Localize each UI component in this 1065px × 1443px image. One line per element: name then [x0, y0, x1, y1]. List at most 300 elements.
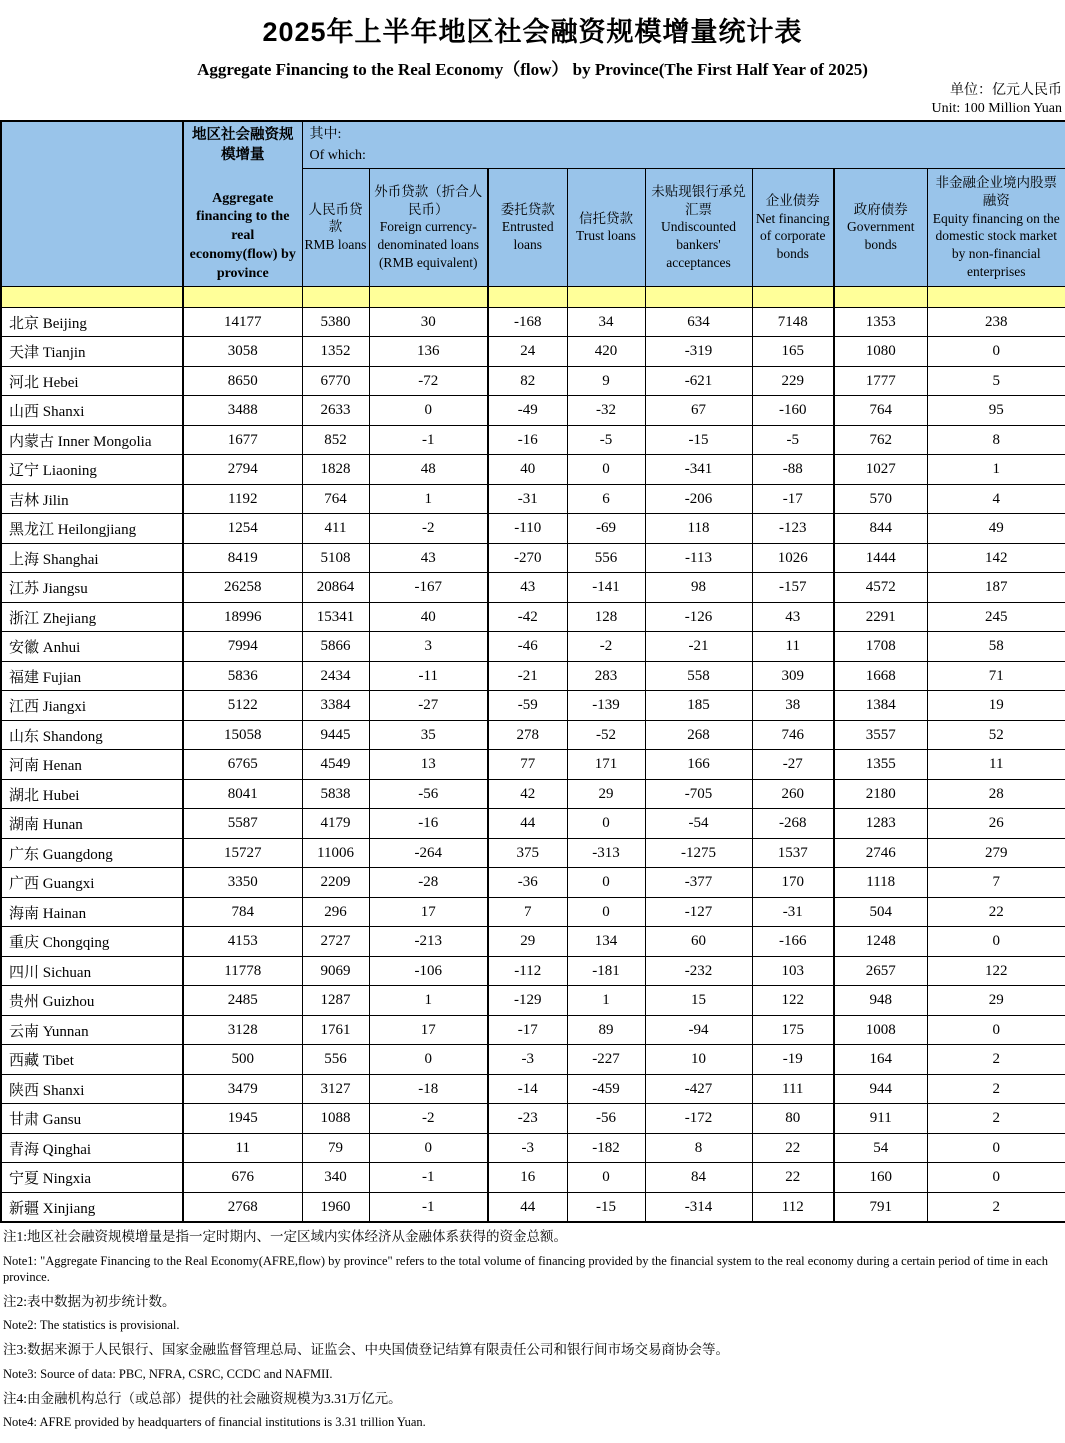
table-row: [1, 543, 1065, 573]
province-cell: 天津 Tianjin: [1, 337, 183, 367]
value-cell: -28: [369, 868, 488, 898]
value-cell: 82: [488, 366, 567, 396]
value-cell: -319: [645, 337, 752, 367]
value-cell: 3058: [183, 337, 302, 367]
unit-label-zh: 单位：亿元人民币: [950, 83, 1062, 98]
value-cell: -69: [567, 514, 645, 544]
value-cell: 791: [834, 1192, 927, 1222]
value-cell: -94: [645, 1015, 752, 1045]
value-cell: -168: [488, 307, 567, 337]
value-cell: -206: [645, 484, 752, 514]
value-cell: -377: [645, 868, 752, 898]
footnote: 注2:表中数据为初步统计数。: [3, 1293, 176, 1309]
value-cell: -427: [645, 1074, 752, 1104]
value-cell: 34: [567, 307, 645, 337]
value-cell: 1537: [752, 838, 834, 868]
value-cell: 1: [567, 986, 645, 1016]
table-row: [1, 897, 1065, 927]
value-cell: 0: [567, 1163, 645, 1193]
value-cell: 504: [834, 897, 927, 927]
value-cell: 118: [645, 514, 752, 544]
value-cell: 14177: [183, 307, 302, 337]
value-cell: 24: [488, 337, 567, 367]
value-cell: 6770: [302, 366, 369, 396]
footnotes: [0, 1223, 1065, 1443]
value-cell: 2794: [183, 455, 302, 485]
yellow-band-cell: [488, 286, 567, 307]
footnote: Note4: AFRE provided by headquarters of financial institutions is 3.31 trillion Yuan.: [3, 1415, 426, 1430]
value-cell: -2: [567, 632, 645, 662]
value-cell: -141: [567, 573, 645, 603]
value-cell: 15341: [302, 602, 369, 632]
value-cell: 5: [927, 366, 1065, 396]
value-cell: 229: [752, 366, 834, 396]
value-cell: -113: [645, 543, 752, 573]
value-cell: 171: [567, 750, 645, 780]
value-cell: -232: [645, 956, 752, 986]
value-cell: 268: [645, 720, 752, 750]
value-cell: -129: [488, 986, 567, 1016]
value-cell: 245: [927, 602, 1065, 632]
value-cell: 1026: [752, 543, 834, 573]
value-cell: 1: [369, 484, 488, 514]
province-cell: 北京 Beijing: [1, 307, 183, 337]
value-cell: 1027: [834, 455, 927, 485]
col-header-government-bonds: [834, 168, 927, 286]
province-cell: 广东 Guangdong: [1, 838, 183, 868]
value-cell: 77: [488, 750, 567, 780]
value-cell: -172: [645, 1104, 752, 1134]
value-cell: 746: [752, 720, 834, 750]
value-cell: 15727: [183, 838, 302, 868]
table-row: [1, 986, 1065, 1016]
province-cell: 黑龙江 Heilongjiang: [1, 514, 183, 544]
value-cell: -270: [488, 543, 567, 573]
value-cell: 49: [927, 514, 1065, 544]
value-cell: -106: [369, 956, 488, 986]
value-cell: 911: [834, 1104, 927, 1134]
value-cell: 9069: [302, 956, 369, 986]
value-cell: 11006: [302, 838, 369, 868]
value-cell: 260: [752, 779, 834, 809]
table-row: [1, 720, 1065, 750]
value-cell: 43: [488, 573, 567, 603]
value-cell: 3557: [834, 720, 927, 750]
value-cell: -1275: [645, 838, 752, 868]
value-cell: -56: [369, 779, 488, 809]
value-cell: -2: [369, 1104, 488, 1134]
value-cell: 40: [488, 455, 567, 485]
province-cell: 浙江 Zhejiang: [1, 602, 183, 632]
value-cell: 375: [488, 838, 567, 868]
table-row: [1, 1133, 1065, 1163]
table-row: [1, 661, 1065, 691]
value-cell: 15: [645, 986, 752, 1016]
province-cell: 上海 Shanghai: [1, 543, 183, 573]
value-cell: 9445: [302, 720, 369, 750]
table-row: [1, 602, 1065, 632]
value-cell: 1668: [834, 661, 927, 691]
value-cell: -42: [488, 602, 567, 632]
value-cell: 187: [927, 573, 1065, 603]
value-cell: 79: [302, 1133, 369, 1163]
value-cell: 296: [302, 897, 369, 927]
value-cell: 170: [752, 868, 834, 898]
yellow-band-cell: [302, 286, 369, 307]
value-cell: -167: [369, 573, 488, 603]
value-cell: 11: [183, 1133, 302, 1163]
of-which-header: [302, 121, 1065, 168]
of-which-zh: 其中:: [309, 127, 342, 143]
value-cell: 1254: [183, 514, 302, 544]
value-cell: 40: [369, 602, 488, 632]
table-row: [1, 691, 1065, 721]
value-cell: 1080: [834, 337, 927, 367]
footnote: Note3: Source of data: PBC, NFRA, CSRC, CCDC and NAFMII.: [3, 1366, 333, 1381]
value-cell: 29: [488, 927, 567, 957]
value-cell: 43: [752, 602, 834, 632]
value-cell: 4: [927, 484, 1065, 514]
value-cell: 283: [567, 661, 645, 691]
value-cell: 0: [567, 868, 645, 898]
value-cell: 764: [834, 396, 927, 426]
value-cell: 17: [369, 1015, 488, 1045]
value-cell: 3479: [183, 1074, 302, 1104]
value-cell: 1192: [183, 484, 302, 514]
value-cell: 18996: [183, 602, 302, 632]
value-cell: 4549: [302, 750, 369, 780]
value-cell: 2434: [302, 661, 369, 691]
value-cell: 11: [927, 750, 1065, 780]
value-cell: 1761: [302, 1015, 369, 1045]
value-cell: 4179: [302, 809, 369, 839]
value-cell: 7: [488, 897, 567, 927]
value-cell: 1945: [183, 1104, 302, 1134]
value-cell: -49: [488, 396, 567, 426]
value-cell: 17: [369, 897, 488, 927]
value-cell: 2: [927, 1074, 1065, 1104]
value-cell: 411: [302, 514, 369, 544]
value-cell: 0: [567, 897, 645, 927]
value-cell: 10: [645, 1045, 752, 1075]
col-header-zh: 信托贷款: [579, 210, 633, 226]
table-row: [1, 1104, 1065, 1134]
value-cell: 8041: [183, 779, 302, 809]
col-header-en: Equity financing on the domestic stock market by non-financial enterprises: [932, 210, 1060, 279]
province-cell: 重庆 Chongqing: [1, 927, 183, 957]
value-cell: -112: [488, 956, 567, 986]
value-cell: -23: [488, 1104, 567, 1134]
table-row: [1, 1045, 1065, 1075]
value-cell: 185: [645, 691, 752, 721]
value-cell: 164: [834, 1045, 927, 1075]
value-cell: 2633: [302, 396, 369, 426]
value-cell: 1008: [834, 1015, 927, 1045]
value-cell: -264: [369, 838, 488, 868]
value-cell: 4153: [183, 927, 302, 957]
value-cell: 764: [302, 484, 369, 514]
value-cell: 26258: [183, 573, 302, 603]
value-cell: -36: [488, 868, 567, 898]
value-cell: -139: [567, 691, 645, 721]
province-cell: 湖南 Hunan: [1, 809, 183, 839]
value-cell: 58: [927, 632, 1065, 662]
value-cell: 8419: [183, 543, 302, 573]
value-cell: 1777: [834, 366, 927, 396]
table-row: [1, 1192, 1065, 1222]
yellow-band-cell: [1, 286, 183, 307]
value-cell: 111: [752, 1074, 834, 1104]
value-cell: 2727: [302, 927, 369, 957]
value-cell: 784: [183, 897, 302, 927]
value-cell: 0: [567, 455, 645, 485]
value-cell: 0: [927, 337, 1065, 367]
value-cell: -182: [567, 1133, 645, 1163]
province-cell: 贵州 Guizhou: [1, 986, 183, 1016]
value-cell: 948: [834, 986, 927, 1016]
value-cell: -313: [567, 838, 645, 868]
province-cell: 云南 Yunnan: [1, 1015, 183, 1045]
value-cell: 112: [752, 1192, 834, 1222]
value-cell: -1: [369, 425, 488, 455]
value-cell: 89: [567, 1015, 645, 1045]
value-cell: 22: [752, 1163, 834, 1193]
value-cell: 420: [567, 337, 645, 367]
province-cell: 福建 Fujian: [1, 661, 183, 691]
value-cell: -621: [645, 366, 752, 396]
value-cell: 570: [834, 484, 927, 514]
table-row: [1, 366, 1065, 396]
value-cell: 0: [369, 396, 488, 426]
value-cell: 1444: [834, 543, 927, 573]
value-cell: -32: [567, 396, 645, 426]
province-cell: 海南 Hainan: [1, 897, 183, 927]
value-cell: 0: [369, 1045, 488, 1075]
value-cell: 634: [645, 307, 752, 337]
table-row: [1, 425, 1065, 455]
value-cell: 1: [927, 455, 1065, 485]
value-cell: 165: [752, 337, 834, 367]
yellow-band-cell: [645, 286, 752, 307]
value-cell: 166: [645, 750, 752, 780]
value-cell: -27: [752, 750, 834, 780]
table-row: [1, 1163, 1065, 1193]
value-cell: 16: [488, 1163, 567, 1193]
value-cell: 128: [567, 602, 645, 632]
value-cell: 35: [369, 720, 488, 750]
province-cell: 广西 Guangxi: [1, 868, 183, 898]
value-cell: 98: [645, 573, 752, 603]
value-cell: 1828: [302, 455, 369, 485]
value-cell: -17: [752, 484, 834, 514]
value-cell: 1118: [834, 868, 927, 898]
value-cell: 3: [369, 632, 488, 662]
value-cell: 5587: [183, 809, 302, 839]
value-cell: 6765: [183, 750, 302, 780]
value-cell: 5836: [183, 661, 302, 691]
value-cell: 556: [302, 1045, 369, 1075]
value-cell: 2746: [834, 838, 927, 868]
yellow-band-cell: [834, 286, 927, 307]
value-cell: 3384: [302, 691, 369, 721]
value-cell: 26: [927, 809, 1065, 839]
table-row: [1, 455, 1065, 485]
value-cell: 134: [567, 927, 645, 957]
value-cell: 11778: [183, 956, 302, 986]
value-cell: 944: [834, 1074, 927, 1104]
footnote: 注1:地区社会融资规模增量是指一定时期内、一定区域内实体经济从金融体系获得的资金总额。: [3, 1229, 567, 1245]
value-cell: -16: [369, 809, 488, 839]
province-cell: 新疆 Xinjiang: [1, 1192, 183, 1222]
value-cell: 6: [567, 484, 645, 514]
col-header-equity-financing: [927, 168, 1065, 286]
value-cell: 1960: [302, 1192, 369, 1222]
value-cell: -3: [488, 1133, 567, 1163]
value-cell: 500: [183, 1045, 302, 1075]
province-cell: 宁夏 Ningxia: [1, 1163, 183, 1193]
of-which-en: Of which:: [309, 147, 366, 163]
value-cell: 30: [369, 307, 488, 337]
value-cell: 844: [834, 514, 927, 544]
province-cell: 安徽 Anhui: [1, 632, 183, 662]
main-column-header-en: Aggregate financing to the real economy(flow) by province: [189, 190, 296, 282]
province-cell: 山东 Shandong: [1, 720, 183, 750]
value-cell: 5380: [302, 307, 369, 337]
value-cell: 60: [645, 927, 752, 957]
value-cell: 67: [645, 396, 752, 426]
value-cell: -15: [645, 425, 752, 455]
table-row: [1, 573, 1065, 603]
afre-table: [0, 120, 1065, 1223]
table-row: [1, 632, 1065, 662]
province-cell: 江西 Jiangxi: [1, 691, 183, 721]
table-row: [1, 514, 1065, 544]
value-cell: 2291: [834, 602, 927, 632]
col-header-en: Undiscounted bankers' acceptances: [661, 219, 736, 271]
col-header-foreign-currency-loans: [369, 168, 488, 286]
value-cell: 309: [752, 661, 834, 691]
value-cell: 142: [927, 543, 1065, 573]
value-cell: -15: [567, 1192, 645, 1222]
value-cell: 7148: [752, 307, 834, 337]
yellow-band-cell: [752, 286, 834, 307]
page-subtitle: Aggregate Financing to the Real Economy（flow） by Province(The First Half Year of 2025): [197, 60, 868, 79]
col-header-en: Foreign currency-denominated loans (RMB equivalent): [377, 219, 480, 271]
value-cell: 84: [645, 1163, 752, 1193]
value-cell: 19: [927, 691, 1065, 721]
table-row: [1, 838, 1065, 868]
value-cell: 43: [369, 543, 488, 573]
value-cell: -27: [369, 691, 488, 721]
value-cell: 22: [752, 1133, 834, 1163]
province-cell: 河南 Henan: [1, 750, 183, 780]
corner-cell: [1, 121, 183, 286]
col-header-en: RMB loans: [304, 237, 367, 253]
value-cell: 8: [645, 1133, 752, 1163]
value-cell: 122: [927, 956, 1065, 986]
value-cell: 8650: [183, 366, 302, 396]
value-cell: 9: [567, 366, 645, 396]
value-cell: -17: [488, 1015, 567, 1045]
province-cell: 江苏 Jiangsu: [1, 573, 183, 603]
value-cell: 3488: [183, 396, 302, 426]
col-header-en: Entrusted loans: [501, 219, 554, 253]
value-cell: -227: [567, 1045, 645, 1075]
value-cell: 22: [927, 897, 1065, 927]
value-cell: -52: [567, 720, 645, 750]
value-cell: 52: [927, 720, 1065, 750]
value-cell: -18: [369, 1074, 488, 1104]
value-cell: 2209: [302, 868, 369, 898]
col-header-zh: 企业债券: [765, 192, 820, 208]
value-cell: -31: [488, 484, 567, 514]
main-column-header: [183, 121, 302, 286]
value-cell: -72: [369, 366, 488, 396]
unit-label-en: Unit: 100 Million Yuan: [931, 101, 1062, 117]
footnote: Note2: The statistics is provisional.: [3, 1318, 180, 1333]
value-cell: 278: [488, 720, 567, 750]
value-cell: 13: [369, 750, 488, 780]
value-cell: 5122: [183, 691, 302, 721]
value-cell: -1: [369, 1192, 488, 1222]
value-cell: 1248: [834, 927, 927, 957]
value-cell: 0: [927, 1163, 1065, 1193]
value-cell: 238: [927, 307, 1065, 337]
value-cell: -59: [488, 691, 567, 721]
value-cell: 5108: [302, 543, 369, 573]
col-header-rmb-loans: [302, 168, 369, 286]
value-cell: 2768: [183, 1192, 302, 1222]
value-cell: -213: [369, 927, 488, 957]
value-cell: -123: [752, 514, 834, 544]
value-cell: -459: [567, 1074, 645, 1104]
table-row: [1, 1074, 1065, 1104]
table-row: [1, 779, 1065, 809]
col-header-en: Net financing of corporate bonds: [755, 210, 830, 262]
col-header-zh: 外币贷款（折合人民币）: [374, 183, 483, 217]
value-cell: 175: [752, 1015, 834, 1045]
value-cell: -2: [369, 514, 488, 544]
value-cell: -21: [645, 632, 752, 662]
value-cell: -11: [369, 661, 488, 691]
value-cell: 28: [927, 779, 1065, 809]
value-cell: 1287: [302, 986, 369, 1016]
value-cell: 29: [567, 779, 645, 809]
value-cell: 29: [927, 986, 1065, 1016]
footnote: 注4:由金融机构总行（或总部）提供的社会融资规模为3.31万亿元。: [3, 1390, 402, 1406]
value-cell: 3127: [302, 1074, 369, 1104]
value-cell: -341: [645, 455, 752, 485]
province-cell: 陕西 Shanxi: [1, 1074, 183, 1104]
unit-block: [0, 82, 1062, 118]
col-header-trust-loans: [567, 168, 645, 286]
table-row: [1, 337, 1065, 367]
value-cell: 71: [927, 661, 1065, 691]
col-header-zh: 人民币贷款: [308, 201, 363, 235]
value-cell: 44: [488, 809, 567, 839]
value-cell: 2: [927, 1104, 1065, 1134]
value-cell: 279: [927, 838, 1065, 868]
value-cell: 2485: [183, 986, 302, 1016]
value-cell: 7: [927, 868, 1065, 898]
value-cell: -268: [752, 809, 834, 839]
value-cell: 1283: [834, 809, 927, 839]
header-row-top: [1, 121, 1065, 168]
value-cell: -3: [488, 1045, 567, 1075]
statistics-page: [0, 10, 1065, 1443]
value-cell: -31: [752, 897, 834, 927]
province-cell: 辽宁 Liaoning: [1, 455, 183, 485]
